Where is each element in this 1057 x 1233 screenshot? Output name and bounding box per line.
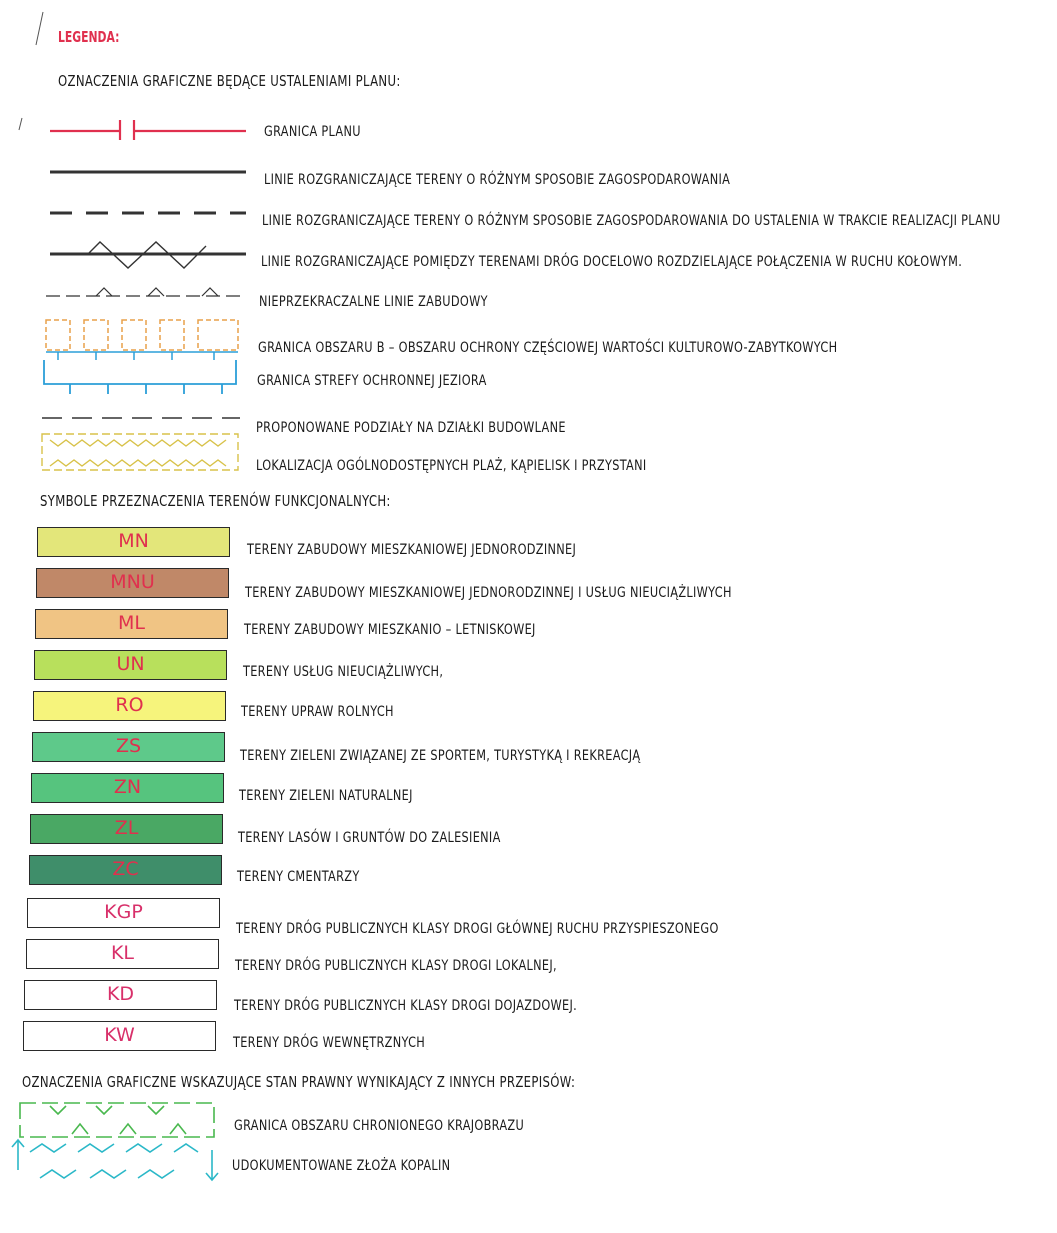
symbol-code: ML (118, 612, 145, 634)
legend-title: LEGENDA: (58, 28, 120, 46)
label-landscape-protection: GRANICA OBSZARU CHRONIONEGO KRAJOBRAZU (234, 1118, 525, 1134)
label-plan-boundary: GRANICA PLANU (264, 124, 361, 140)
label-symbol-mn: TERENY ZABUDOWY MIESZKANIOWEJ JEDNORODZINNEJ (247, 542, 577, 558)
symbol-code: ZS (115, 735, 142, 757)
landscape-protection-icon (20, 1103, 214, 1137)
label-symbol-zs: TERENY ZIELENI ZWIĄZANEJ ZE SPORTEM, TURYSTYKĄ I REKREACJĄ (240, 748, 641, 764)
symbol-code: RO (115, 694, 144, 716)
symbol-swatch-kd (24, 980, 217, 1010)
label-symbol-kd: TERENY DRÓG PUBLICZNYCH KLASY DROGI DOJAZDOWEJ. (234, 998, 578, 1014)
symbol-swatch-ro (33, 691, 226, 721)
symbol-code: MN (118, 530, 149, 552)
symbol-code: ZC (112, 858, 139, 880)
label-symbol-zl: TERENY LASÓW I GRUNTÓW DO ZALESIENIA (238, 830, 501, 846)
label-symbol-mnu: TERENY ZABUDOWY MIESZKANIOWEJ JEDNORODZINNEJ I USŁUG NIEUCIĄŻLIWYCH (245, 585, 732, 601)
label-symbol-kgp: TERENY DRÓG PUBLICZNYCH KLASY DROGI GŁÓWNEJ RUCHU PRZYSPIESZONEGO (236, 921, 719, 937)
symbol-swatch-ml (35, 609, 228, 639)
label-beach-zone: LOKALIZACJA OGÓLNODOSTĘPNYCH PLAŻ, KĄPIELISK I PRZYSTANI (256, 458, 647, 474)
plan-boundary-icon (50, 120, 246, 140)
symbol-swatch-zc (29, 855, 222, 885)
mineral-deposit-icon (12, 1140, 218, 1180)
label-symbol-kl: TERENY DRÓG PUBLICZNYCH KLASY DROGI LOKALNEJ, (235, 958, 557, 974)
heritage-zone-icon (46, 320, 238, 360)
symbol-swatch-kgp (27, 898, 220, 928)
symbol-code: KGP (104, 901, 143, 923)
symbol-swatch-kw (23, 1021, 216, 1051)
label-symbol-zc: TERENY CMENTARZY (237, 869, 360, 885)
symbol-code: UN (116, 653, 145, 675)
label-symbol-un: TERENY USŁUG NIEUCIĄŻLIWYCH, (243, 664, 444, 680)
label-dashed-line: LINIE ROZGRANICZAJĄCE TERENY O RÓŻNYM SPOSOBIE ZAGOSPODAROWANIA DO USTALENIA W TRAKCIE REALIZACJI PLANU (262, 213, 1001, 229)
symbol-swatch-mn (37, 527, 230, 557)
symbol-swatch-zs (32, 732, 225, 762)
section-heading-plan: OZNACZENIA GRAFICZNE BĘDĄCE USTALENIAMI PLANU: (58, 72, 401, 90)
label-solid-line: LINIE ROZGRANICZAJĄCE TERENY O RÓŻNYM SPOSOBIE ZAGOSPODAROWANIA (264, 172, 731, 188)
label-heritage-zone: GRANICA OBSZARU B – OBSZARU OCHRONY CZĘŚCIOWEJ WARTOŚCI KULTUROWO-ZABYTKOWYCH (258, 340, 838, 356)
scan-marks (19, 12, 43, 130)
label-symbol-zn: TERENY ZIELENI NATURALNEJ (239, 788, 413, 804)
label-lake-protection: GRANICA STREFY OCHRONNEJ JEZIORA (257, 373, 487, 389)
symbol-code: KL (110, 942, 135, 964)
symbol-code: MNU (110, 571, 155, 593)
zigzag-line-icon (50, 242, 246, 268)
section-heading-legal: OZNACZENIA GRAFICZNE WSKAZUJĄCE STAN PRAWNY WYNIKAJĄCY Z INNYCH PRZEPISÓW: (22, 1073, 576, 1091)
lake-protection-icon (44, 360, 236, 394)
symbol-code: KW (104, 1024, 135, 1046)
label-mineral-deposits: UDOKUMENTOWANE ZŁOŻA KOPALIN (232, 1158, 451, 1174)
symbol-swatch-zn (31, 773, 224, 803)
label-plot-divisions: PROPONOWANE PODZIAŁY NA DZIAŁKI BUDOWLANE (256, 420, 566, 436)
symbol-code: KD (106, 983, 135, 1005)
beach-zone-icon (42, 434, 238, 470)
label-symbol-kw: TERENY DRÓG WEWNĘTRZNYCH (233, 1035, 426, 1051)
section-heading-symbols: SYMBOLE PRZEZNACZENIA TERENÓW FUNKCJONALNYCH: (40, 492, 391, 510)
symbol-code: ZN (113, 776, 142, 798)
symbol-swatch-zl (30, 814, 223, 844)
symbol-swatch-un (34, 650, 227, 680)
symbol-swatch-kl (26, 939, 219, 969)
label-symbol-ro: TERENY UPRAW ROLNYCH (241, 704, 394, 720)
symbol-swatch-mnu (36, 568, 229, 598)
label-building-line: NIEPRZEKRACZALNE LINIE ZABUDOWY (259, 294, 488, 310)
label-symbol-ml: TERENY ZABUDOWY MIESZKANIO – LETNISKOWEJ (244, 622, 536, 638)
label-zigzag-line: LINIE ROZGRANICZAJĄCE POMIĘDZY TERENAMI DRÓG DOCELOWO ROZDZIELAJĄCE POŁĄCZENIA W RUCHU KOŁOWYM. (261, 254, 963, 270)
symbol-code: ZL (114, 817, 139, 839)
building-line-icon (46, 288, 242, 296)
